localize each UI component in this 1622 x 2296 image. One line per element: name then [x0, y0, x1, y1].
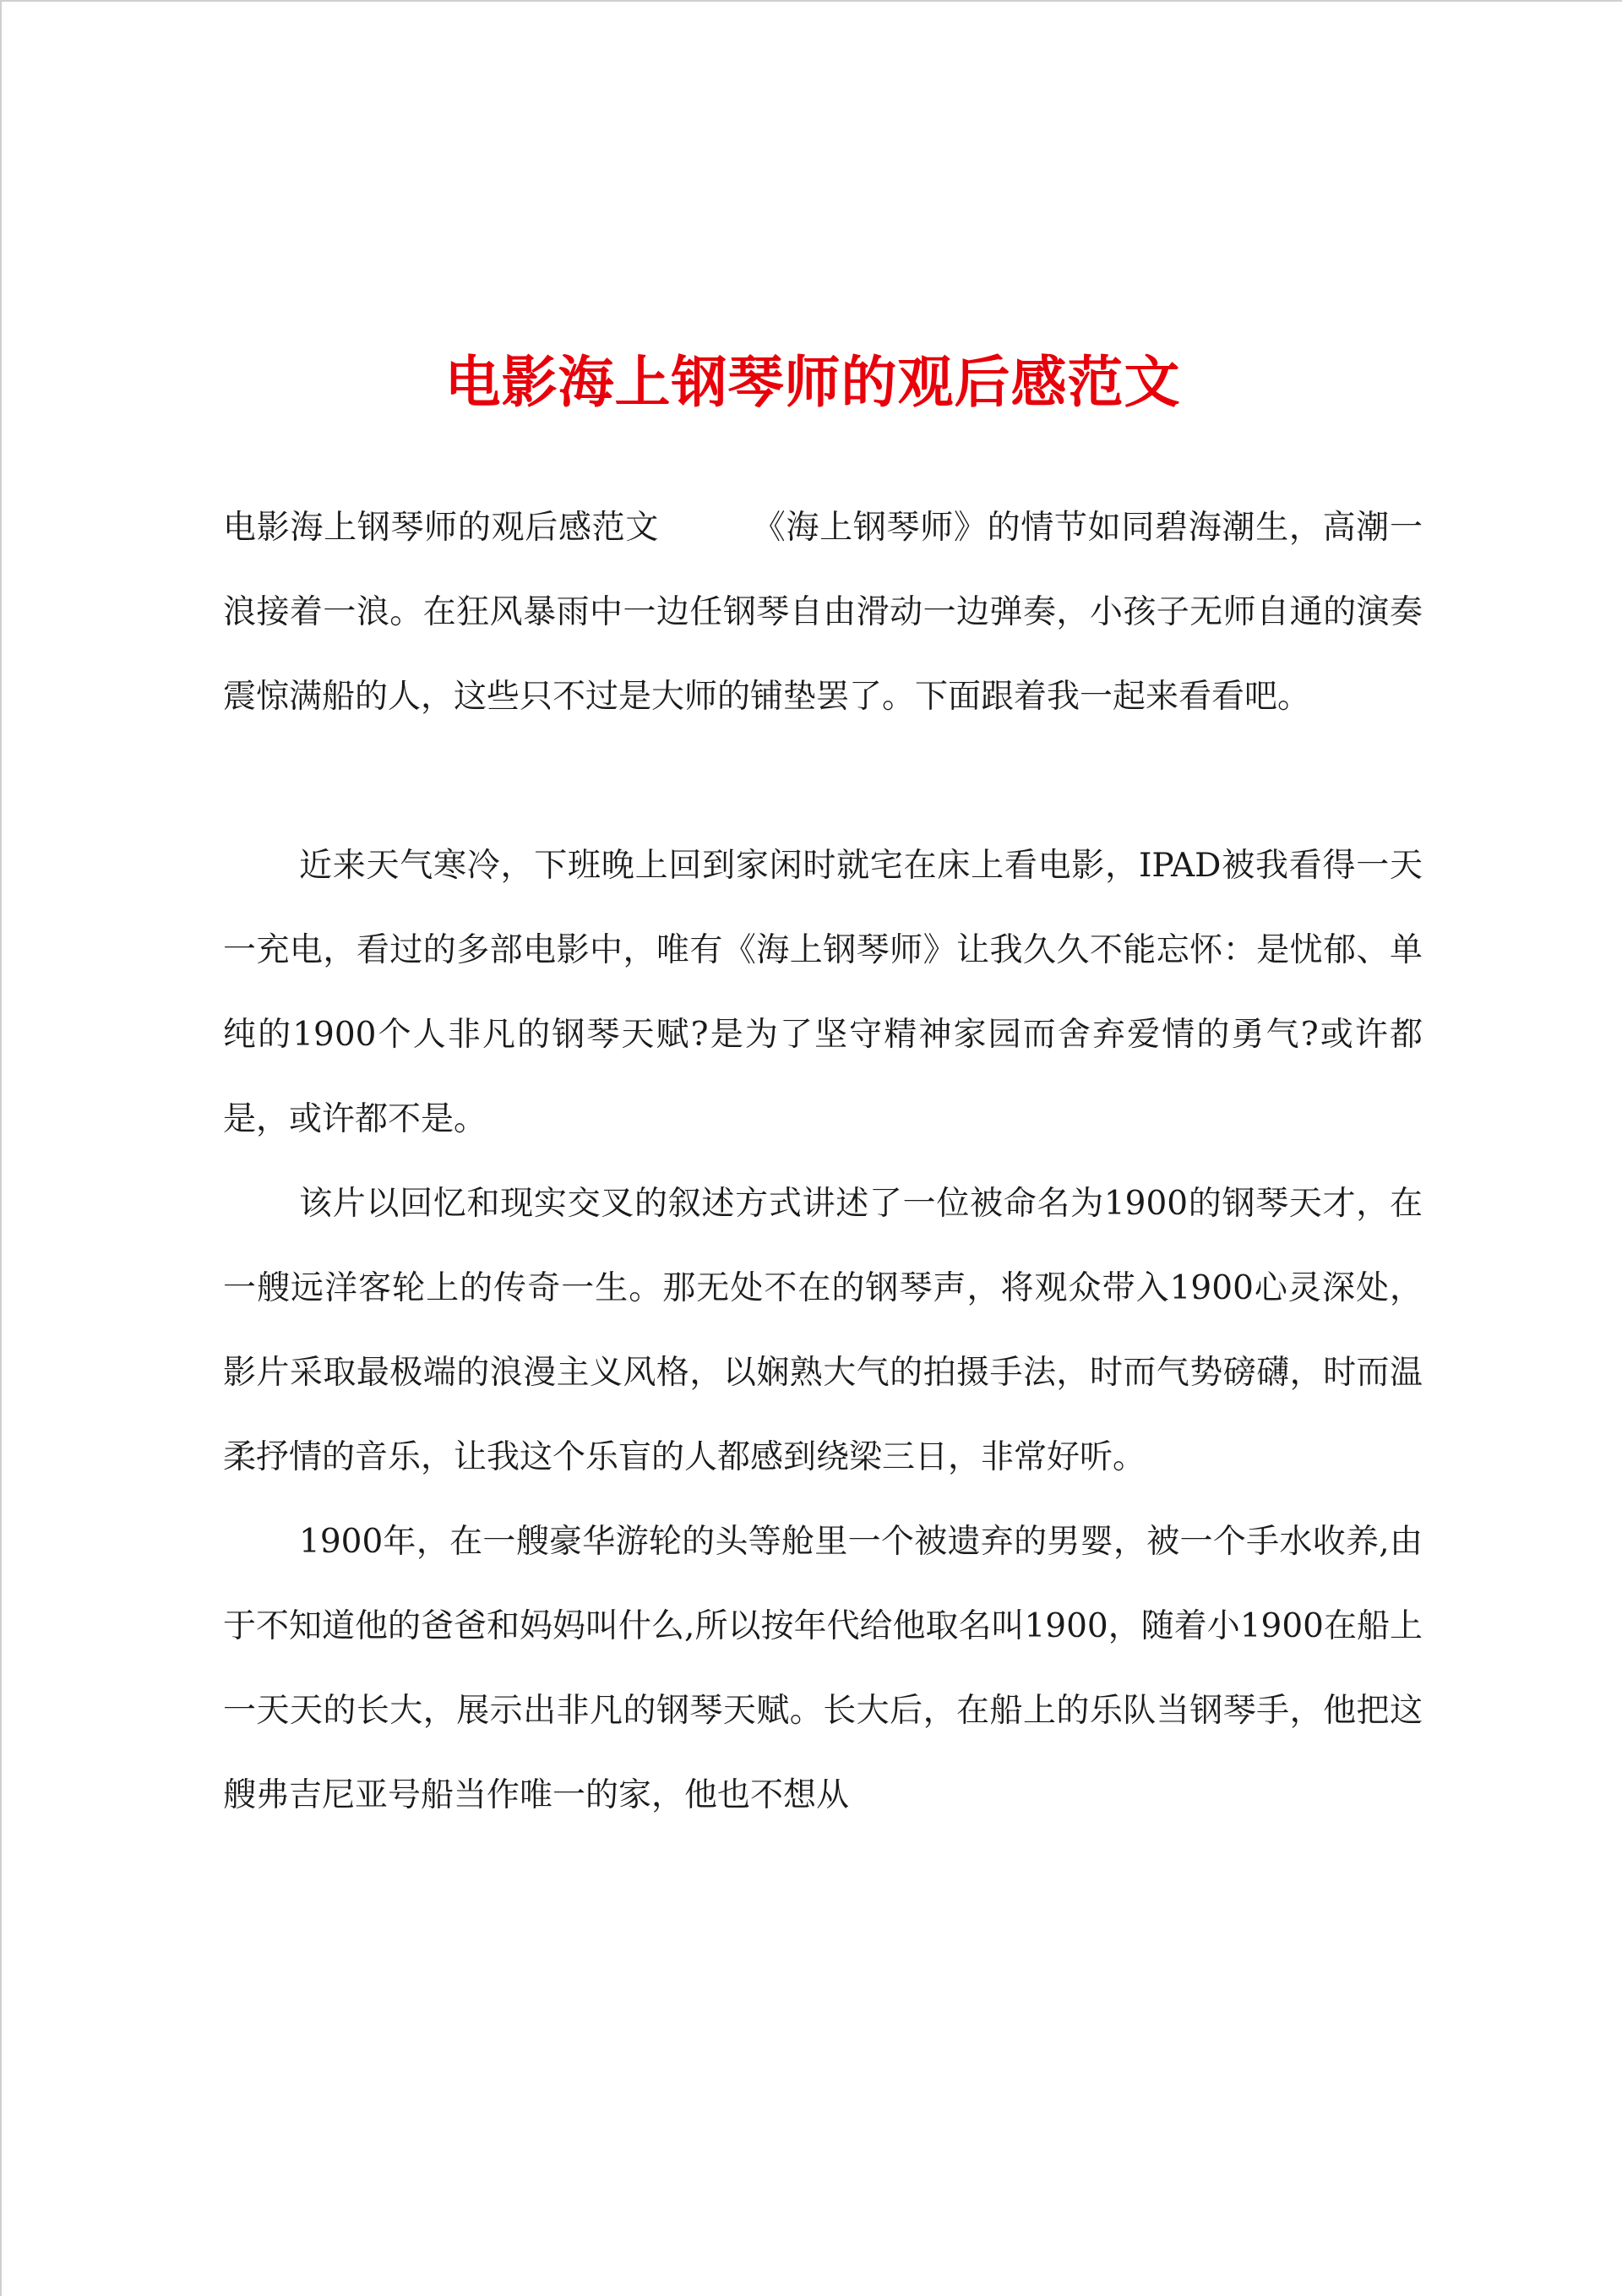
document-title: 电影海上钢琴师的观后感范文	[444, 349, 1181, 415]
body-paragraph-2: 该片以回忆和现实交叉的叙述方式讲述了一位被命名为1900的钢琴天才，在一艘远洋客轮上的传奇一生。那无处不在的钢琴声，将观众带入1900心灵深处，影片采取最极端的浪漫主义风格，以娴熟大气的拍摄手法，时而气势磅礴，时而温柔抒情的音乐，让我这个乐盲的人都感到绕梁三日，非常好听。	[223, 1185, 1423, 1476]
body-paragraph-1: 近来天气寒冷，下班晚上回到家闲时就宅在床上看电影，IPAD被我看得一天一充电，看过的多部电影中，唯有《海上钢琴师》让我久久不能忘怀：是忧郁、单纯的1900个人非凡的钢琴天赋?是为了坚守精神家园而舍弃爱情的勇气?或许都是，或许都不是。	[223, 847, 1423, 1138]
body-paragraph-3: 1900年，在一艘豪华游轮的头等舱里一个被遗弃的男婴，被一个手水收养,由于不知道他的爸爸和妈妈叫什么,所以按年代给他取名叫1900，随着小1900在船上一天天的长大，展示出非凡的钢琴天赋。长大后，在船上的乐队当钢琴手，他把这艘弗吉尼亚号船当作唯一的家，他也不想从	[223, 1523, 1423, 1814]
intro-paragraph	[223, 486, 1423, 739]
intro-lead: 电影海上钢琴师的观后感范文	[223, 509, 660, 547]
document-body	[223, 486, 1423, 1838]
intro-text: 《海上钢琴师》的情节如同碧海潮生，高潮一浪接着一浪。在狂风暴雨中一边任钢琴自由滑动一边弹奏，小孩子无师自通的演奏震惊满船的人，这些只不过是大师的铺垫罢了。下面跟着我一起来看看吧。	[223, 509, 1423, 716]
